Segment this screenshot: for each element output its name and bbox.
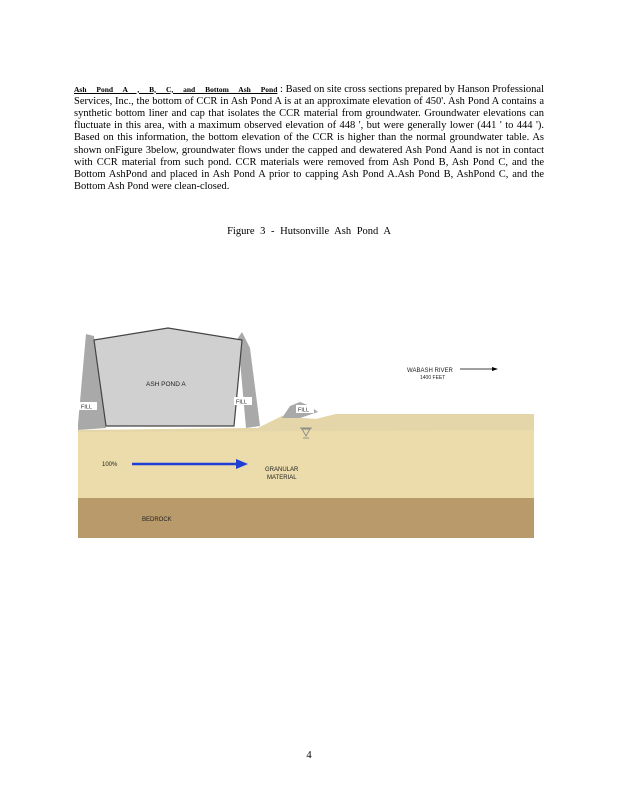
fill-right-label: FILL xyxy=(236,399,248,406)
paragraph-text: : Based on site cross sections prepared by Hanson Professional Services, Inc., the bottom of CCR in Ash Pond A is at an approximate elevation of 450'. Ash Pond A contains a synthetic bottom liner and cap that isolates the CCR material from groundwater. Groundwater elevations can fluctuate in this area, with a maximum observed elevation of 448 ', but were generally lower (441 ' to 444 '). Based on this information, the bottom elevation of the CCR is higher than the normal groundwater table. As shown onFigure 3below, groundwater flows under the capped and dewatered Ash Pond Aand is not in contact with CCR material from such pond. CCR materials were removed from Ash Pond B, Ash Pond C, and the Bottom AshPond and placed in Ash Pond A prior to capping Ash Pond A.Ash Pond B, AshPond C, and the Bottom Ash Pond were clean-closed. xyxy=(74,83,545,193)
figure-caption: Figure 3 - Hutsonville Ash Pond A xyxy=(227,226,391,237)
fill-mound-label: FILL xyxy=(298,407,310,414)
ash-pond-a xyxy=(94,328,242,426)
bedrock-label: BEDROCK xyxy=(142,517,172,523)
river-name-label: WABASH RIVER xyxy=(407,368,453,374)
paragraph-heading: Ash Pond A , B, C, and Bottom Ash Pond xyxy=(74,84,278,94)
ash-pond-label: ASH POND A xyxy=(146,381,186,388)
flow-percent-label: 100% xyxy=(102,462,118,468)
page-number: 4 xyxy=(306,750,312,761)
granular-label-line2: MATERIAL xyxy=(267,475,297,481)
river-distance-label: 1400 FEET xyxy=(420,375,446,381)
body-paragraph xyxy=(74,84,544,194)
fill-left-label: FILL xyxy=(81,404,93,411)
cross-section-figure xyxy=(78,326,534,538)
granular-label-line1: GRANULAR xyxy=(265,467,299,473)
